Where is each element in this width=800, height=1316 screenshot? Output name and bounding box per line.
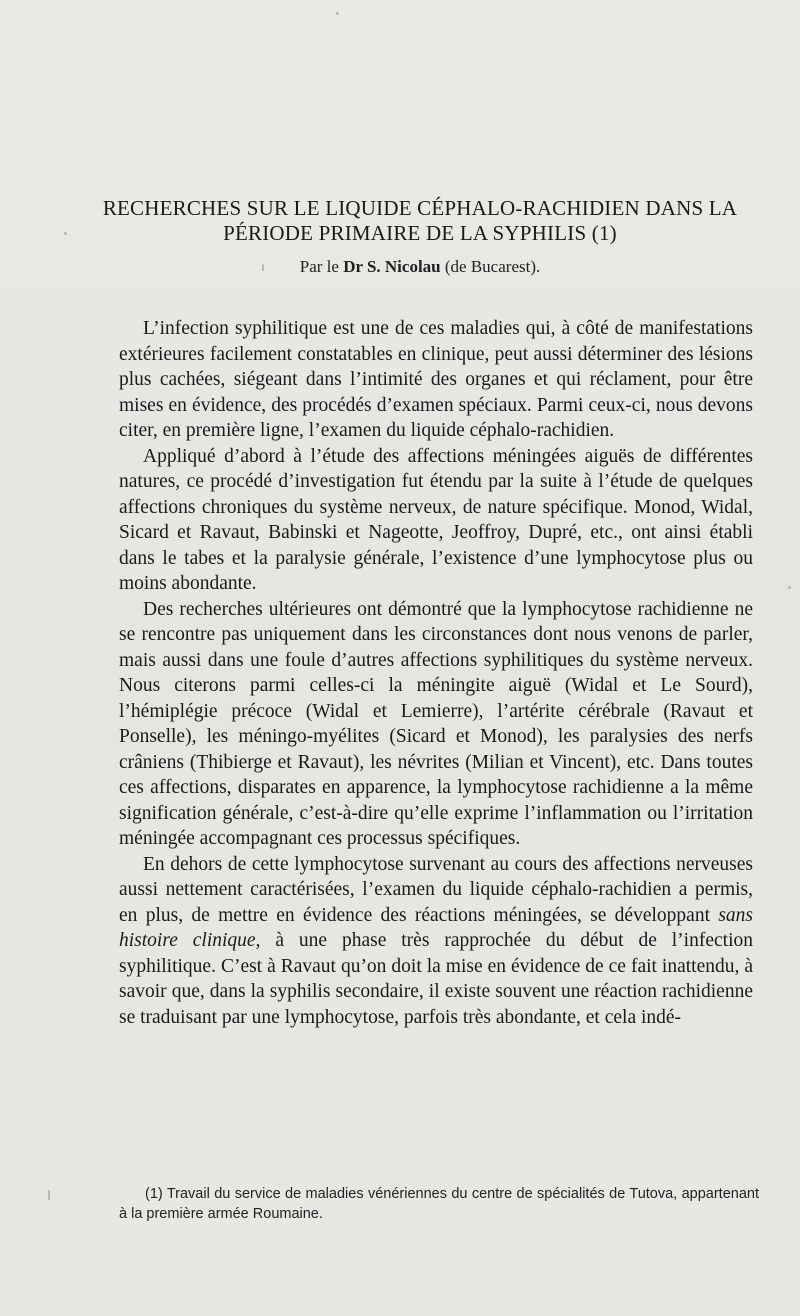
paragraph-last	[119, 852, 753, 1031]
article-title-line-2: PÉRIODE PRIMAIRE DE LA SYPHILIS (1)	[223, 221, 617, 245]
article-byline	[200, 257, 640, 277]
paper-speck	[262, 264, 264, 271]
paragraph-text: En dehors de cette lymphocytose survenant au cours des affections nerveuses aussi nettement caractérisées, l’examen du liquide céphalo-rachidien a permis, en plus, de mettre en évidence des réactions méningées, se développant	[119, 853, 753, 926]
paper-speck	[64, 232, 67, 235]
emphasis-text: sans histoire clinique,	[119, 904, 753, 951]
paragraph: L’infection syphilitique est une de ces maladies qui, à côté de manifestations extérieures facilement constatables en clinique, peut aussi déterminer des lésions plus cachées, siégeant dans l’intimité des organes et qui réclament, pour être mises en évidence, des procédés d’examen spéciaux. Parmi ceux-ci, nous devons citer, en première ligne, l’examen du liquide céphalo-rachidien.	[119, 318, 753, 441]
footnote-text: (1) Travail du service de maladies vénériennes du centre de spécialités de Tutova, appartenant à la première armée Roumaine.	[119, 1186, 759, 1222]
paragraph-text: à une phase très rapprochée du début de l’infection syphilitique. C’est à Ravaut qu’on doit la mise en évidence de ce fait inattendu, à savoir que, dans la syphilis secondaire, il existe souvent une réaction rachidienne se traduisant par une lymphocytose, parfois très abondante, et cela indé-	[119, 930, 753, 1028]
paragraph: Appliqué d’abord à l’étude des affections méningées aiguës de différentes natures, ce procédé d’investigation fut étendu par la suite à l’étude de quelques affections chroniques du système nerveux, de nature spécifique. Monod, Widal, Sicard et Ravaut, Babinski et Nageotte, Jeoffroy, Dupré, etc., ont ainsi établi dans le tabes et la paralysie générale, l’existence d’une lymphocytose plus ou moins abondante.	[119, 445, 753, 594]
paper-speck	[48, 1190, 50, 1200]
article-body	[119, 316, 753, 1030]
footnote	[119, 1184, 759, 1224]
article-title-line-1: RECHERCHES SUR LE LIQUIDE CÉPHALO-RACHIDIEN DANS LA	[102, 196, 738, 220]
author-name: Dr S. Nicolau	[343, 257, 441, 276]
paragraph: Des recherches ultérieures ont démontré que la lymphocytose rachidienne ne se rencontre pas uniquement dans les circonstances dont nous venons de parler, mais aussi dans une foule d’autres affections syphilitiques du système nerveux. Nous citerons parmi celles-ci la méningite aiguë (Widal et Le Sourd), l’hémiplégie précoce (Widal et Lemierre), l’artérite cérébrale (Ravaut et Ponselle), les méningo-myélites (Sicard et Monod), les paralysies des nerfs crâniens (Thibierge et Ravaut), les névrites (Milian et Vincent), etc. Dans toutes ces affections, disparates en apparence, la lymphocytose rachidienne a la même signification générale, c’est-à-dire qu’elle exprime l’inflammation ou l’irritation méningée accompagnant ces processus spécifiques.	[119, 598, 753, 849]
paper-speck	[788, 586, 791, 589]
paper-speck	[336, 12, 339, 15]
byline-prefix: Par le	[299, 257, 344, 276]
byline-suffix: (de Bucarest).	[440, 257, 541, 276]
